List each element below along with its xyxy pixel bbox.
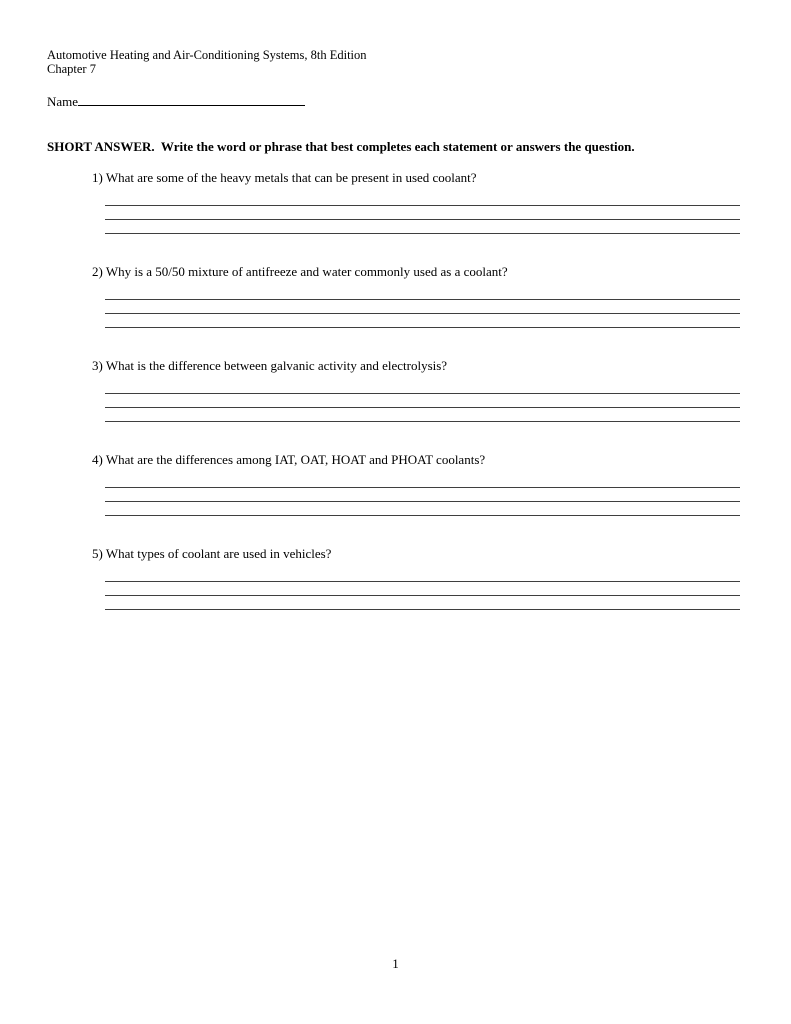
answer-lines xyxy=(105,568,740,610)
answer-line xyxy=(105,502,740,516)
name-label: Name xyxy=(47,94,79,109)
answer-line xyxy=(105,394,740,408)
question-block xyxy=(47,170,740,234)
answer-line xyxy=(105,314,740,328)
section-instructions: SHORT ANSWER. Write the word or phrase that best completes each statement or answers the question. xyxy=(47,139,635,154)
question-text xyxy=(92,264,740,279)
answer-line xyxy=(105,380,740,394)
answer-line xyxy=(105,220,740,234)
question-label: What types of coolant are used in vehicles? xyxy=(105,546,332,561)
answer-lines xyxy=(105,474,740,516)
answer-line xyxy=(105,300,740,314)
question-number: 4) xyxy=(92,452,103,467)
answer-lines xyxy=(105,380,740,422)
answer-line xyxy=(105,286,740,300)
question-number: 3) xyxy=(92,358,103,373)
question-label: Why is a 50/50 mixture of antifreeze and water commonly used as a coolant? xyxy=(105,264,508,279)
answer-lines xyxy=(105,286,740,328)
question-text xyxy=(92,358,740,373)
question-block xyxy=(47,452,740,516)
document-header xyxy=(47,48,740,76)
answer-line xyxy=(105,596,740,610)
question-label: What are some of the heavy metals that can be present in used coolant? xyxy=(105,170,477,185)
name-fill-in-line xyxy=(78,92,305,106)
question-text xyxy=(92,452,740,467)
question-number: 5) xyxy=(92,546,103,561)
book-title: Automotive Heating and Air-Conditioning Systems, 8th Edition xyxy=(47,48,367,62)
answer-line xyxy=(105,192,740,206)
answer-lines xyxy=(105,192,740,234)
question-text xyxy=(92,546,740,561)
question-label: What is the difference between galvanic activity and electrolysis? xyxy=(105,358,448,373)
answer-line xyxy=(105,488,740,502)
answer-line xyxy=(105,408,740,422)
chapter-label: Chapter 7 xyxy=(47,62,96,76)
question-text xyxy=(92,170,740,185)
question-number: 2) xyxy=(92,264,103,279)
question-label: What are the differences among IAT, OAT, HOAT and PHOAT coolants? xyxy=(105,452,486,467)
name-row xyxy=(47,92,740,109)
question-block xyxy=(47,358,740,422)
question-number: 1) xyxy=(92,170,103,185)
answer-line xyxy=(105,568,740,582)
answer-line xyxy=(105,206,740,220)
answer-line xyxy=(105,474,740,488)
question-block xyxy=(47,546,740,610)
page-number: 1 xyxy=(392,956,399,971)
answer-line xyxy=(105,582,740,596)
question-block xyxy=(47,264,740,328)
